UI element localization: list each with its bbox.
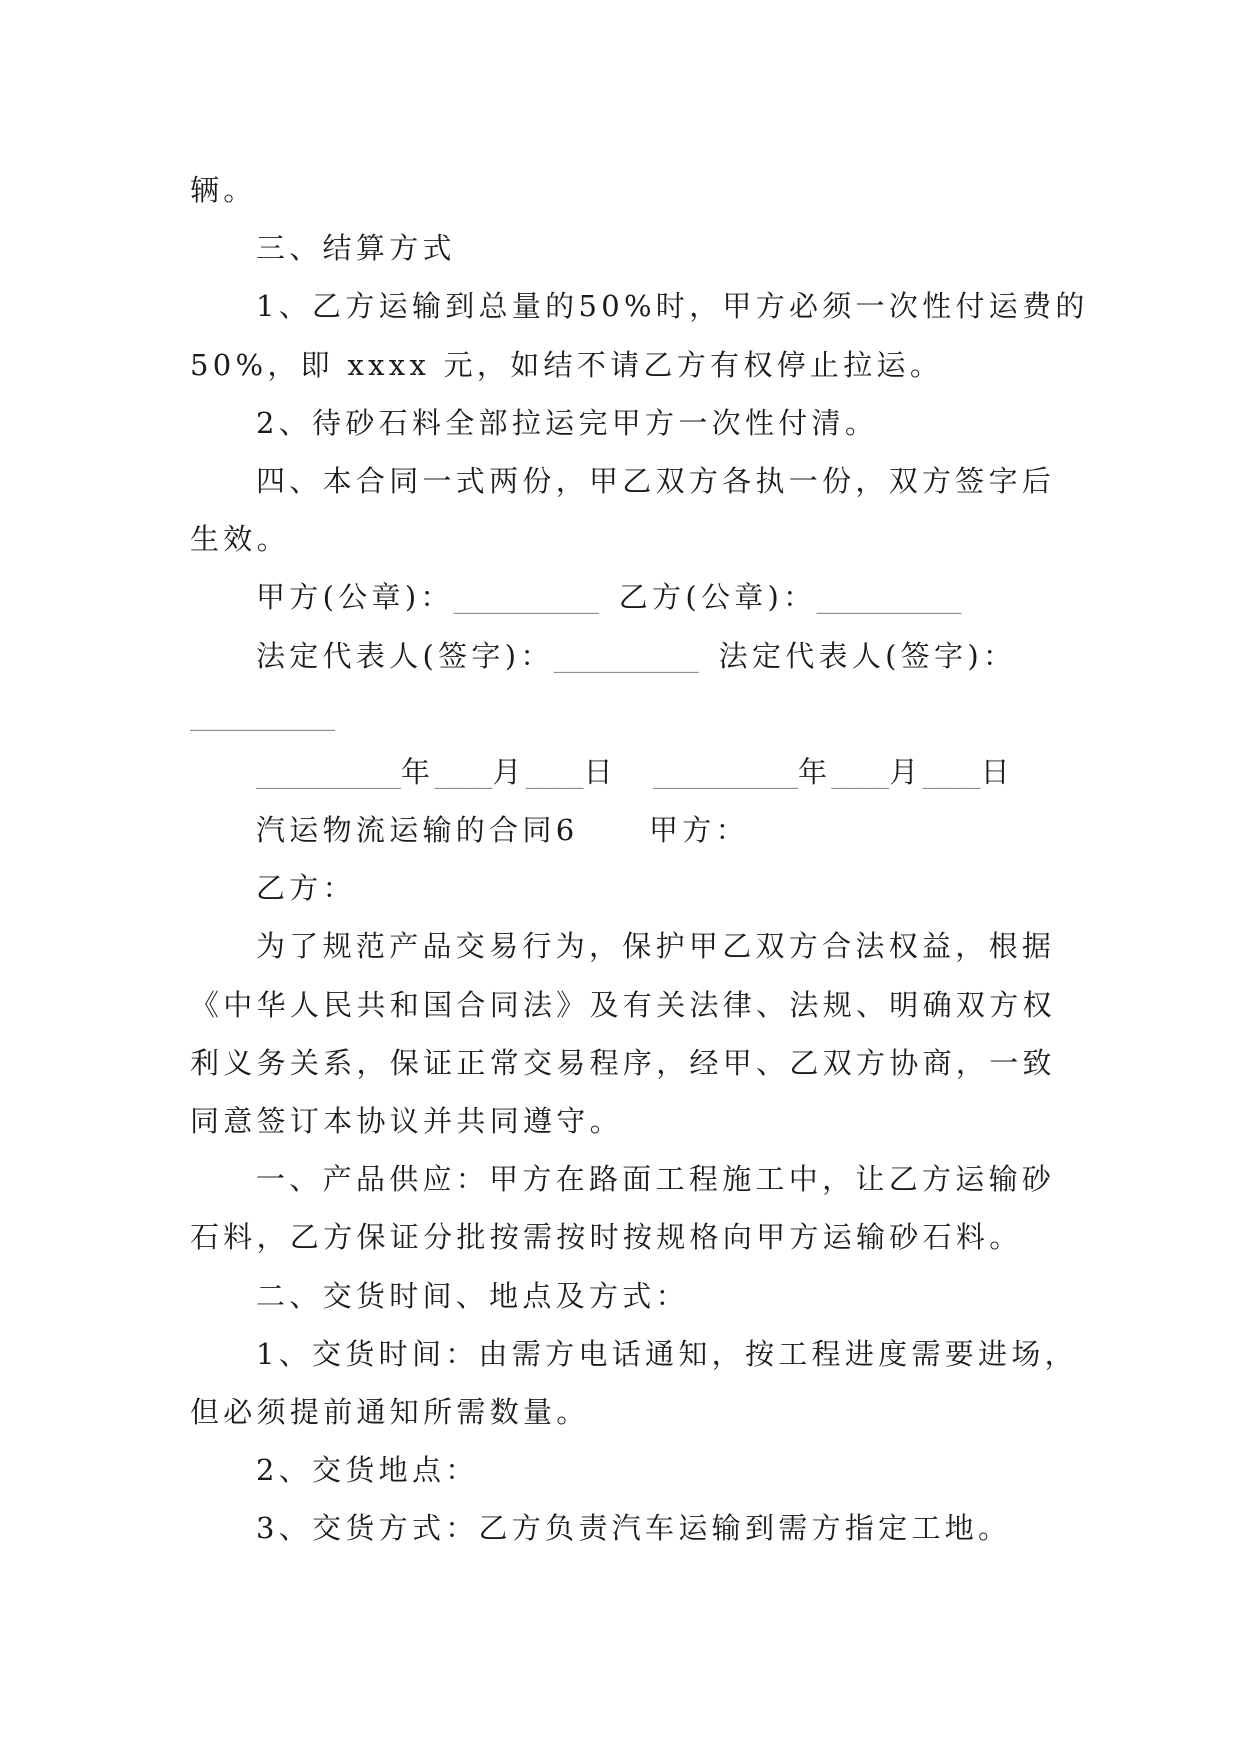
- party-a-seal-blank: __________: [453, 580, 599, 615]
- clause1-line-2: 石料，乙方保证分批按需按时按规格向甲方运输砂石料。: [190, 1220, 1023, 1255]
- date-b-year-blank: __________: [652, 754, 798, 789]
- legal-rep-b-blank: __________: [190, 696, 335, 731]
- date-a-year-label: 年: [401, 754, 435, 789]
- clause1-line-1: 一、产品供应：甲方在路面工程施工中，让乙方运输砂: [256, 1162, 1056, 1197]
- legal-rep-b-label: 法定代表人(签字)：: [718, 638, 1017, 673]
- settlement-heading: 三、结算方式: [256, 231, 456, 266]
- date-b-month-label: 月: [889, 754, 923, 789]
- party-b-seal-label: 乙方(公章)：: [618, 580, 817, 615]
- settlement-item2: 2、待砂石料全部拉运完甲方一次性付清。: [256, 405, 879, 440]
- contract6-title-line: [190, 801, 1090, 859]
- preamble-line-3: 利义务关系，保证正常交易程序，经甲、乙双方协商，一致: [190, 1045, 1056, 1080]
- settlement-item1-line1: 1、乙方运输到总量的50%时，甲方必须一次性付运费的: [256, 289, 1089, 324]
- date-b-day-label: 日: [980, 754, 1014, 789]
- date-a-month-blank: ____: [434, 754, 493, 789]
- preamble-line-2: 《中华人民共和国合同法》及有关法律、法规、明确双方权: [190, 987, 1056, 1022]
- clause2-item1-line-2: 但必须提前通知所需数量。: [190, 1394, 590, 1429]
- contract6-party-a-label: 甲方：: [649, 813, 749, 848]
- date-line: [190, 743, 1090, 801]
- contract6-party-b-label: 乙方：: [256, 871, 356, 906]
- clause2-heading: 二、交货时间、地点及方式：: [256, 1278, 689, 1313]
- seal-signature-line: [190, 568, 1090, 626]
- preamble-line-4: 同意签订本协议并共同遵守。: [190, 1104, 623, 1138]
- date-a-day-label: 日: [583, 754, 617, 789]
- clause2-item1-line-1: 1、交货时间：由需方电话通知，按工程进度需要进场，: [256, 1336, 1078, 1371]
- clause4-line2: 生效。: [190, 522, 290, 557]
- party-a-seal-label: 甲方(公章)：: [256, 580, 454, 615]
- date-a-month-label: 月: [492, 754, 526, 789]
- paragraph-continuation: 辆。: [190, 173, 257, 207]
- legal-rep-b-blank-line: [190, 685, 1090, 743]
- document-body: [190, 161, 1090, 1558]
- date-a-day-blank: ____: [525, 754, 584, 789]
- party-b-seal-blank: __________: [816, 580, 962, 615]
- clause2-item2: 2、交货地点：: [256, 1453, 479, 1488]
- date-b-month-blank: ____: [831, 754, 890, 789]
- legal-rep-a-label: 法定代表人(签字)：: [256, 638, 554, 673]
- date-b-day-blank: ____: [922, 754, 981, 789]
- legal-rep-a-blank: __________: [553, 638, 699, 673]
- settlement-item1-line2: 50%，即 xxxx 元，如结不请乙方有权停止拉运。: [190, 347, 944, 382]
- preamble-line-1: 为了规范产品交易行为，保护甲乙双方合法权益，根据: [256, 929, 1056, 964]
- date-a-year-blank: __________: [256, 754, 401, 789]
- contract6-title: 汽运物流运输的合同6: [256, 813, 579, 848]
- clause4-line1: 四、本合同一式两份，甲乙双方各执一份，双方签字后: [256, 463, 1056, 498]
- date-b-year-label: 年: [797, 754, 832, 789]
- clause2-item3: 3、交货方式：乙方负责汽车运输到需方指定工地。: [256, 1511, 1012, 1546]
- legal-rep-signature-line: [190, 627, 1090, 685]
